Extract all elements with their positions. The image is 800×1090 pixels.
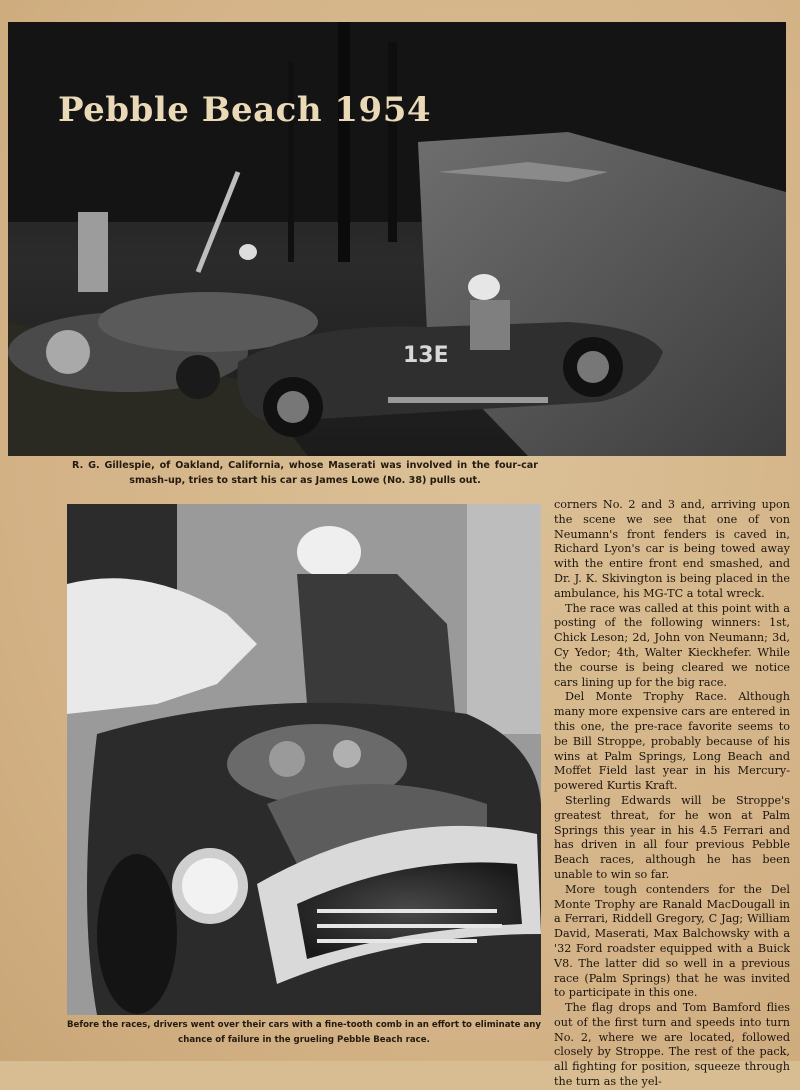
article-paragraph: More tough contenders for the Del Monte Trophy are Ranald MacDougall in a Ferrari, Riddell Gregory, C Jag; William David, Maserati, Max Balchowsky with a '32 Ford roadster equipped with a Buick V8. The latter did so well in a previous race (Palm Springs) that he was invited to participate in this one. (554, 882, 790, 1000)
article-paragraph: Sterling Edwards will be Stroppe's greatest threat, for he won at Palm Springs this year in his 4.5 Ferrari and has driven in all four previous Pebble Beach races, although he has been unable to win so far. (554, 793, 790, 881)
article-paragraph: Del Monte Trophy Race. Although many more expensive cars are entered in this one, the pre-race favorite seems to be Bill Stroppe, probably because of his wins at Palm Springs, Long Beach and Moffet Field last year in his Mercury-powered Kurtis Kraft. (554, 690, 790, 793)
car-number-label: 13E (403, 343, 449, 368)
article-paragraph: corners No. 2 and 3 and, arriving upon the scene we see that one of von Neumann's front fenders is caved in, Richard Lyon's car is being towed away with the entire front end smashed, and Dr. J. K. Skivington is being placed in the ambulance, his MG-TC a total wreck. (554, 498, 790, 600)
article-paragraph: The flag drops and Tom Bamford flies out of the first turn and speeds into turn No. 2, where we are located, followed closely by Stroppe. The rest of the pack, all fighting for position, squeeze through the turn as the yel- (554, 1001, 790, 1089)
article-body (554, 498, 790, 1089)
maserati-pit-photo (67, 504, 541, 1015)
article-paragraph: The race was called at this point with a posting of the following winners: 1st, Chick Leson; 2d, John von Neumann; 3d, Cy Yedor; 4th, Walter Kieckhefer. While the course is being cleared we notice cars lining up for the big race. (554, 601, 790, 689)
photo-bottom-caption: Before the races, drivers went over their cars with a fine-tooth comb in an effort to eliminate any chance of failure in the grueling Pebble Beach race. (67, 1020, 541, 1045)
race-crash-photo (8, 22, 786, 456)
article-headline: Pebble Beach 1954 (58, 90, 432, 130)
maserati-pit-photo-illustration (67, 504, 541, 1015)
photo-top-caption: R. G. Gillespie, of Oakland, California, whose Maserati was involved in the four-car smash-up, tries to start his car as James Lowe (No. 38) pulls out. (72, 460, 538, 486)
race-crash-photo-illustration (8, 22, 786, 456)
